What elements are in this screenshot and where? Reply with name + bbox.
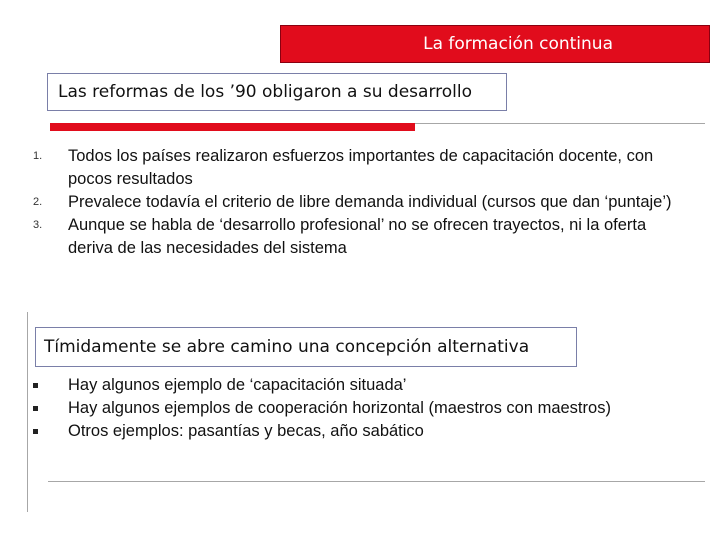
list-item-text: Prevalece todavía el criterio de libre demanda individual (cursos que dan ‘puntaje’) bbox=[68, 193, 672, 211]
list-item-text: Todos los países realizaron esfuerzos importantes de capacitación docente, con pocos resultados bbox=[68, 147, 654, 188]
list-item-text: Hay algunos ejemplo de ‘capacitación situada’ bbox=[68, 376, 407, 394]
list-item bbox=[33, 191, 683, 214]
slide-title: La formación continua bbox=[423, 34, 613, 54]
section1-list bbox=[33, 145, 683, 260]
list-number: 2. bbox=[33, 196, 43, 208]
list-item-text: Hay algunos ejemplos de cooperación horizontal (maestros con maestros) bbox=[68, 399, 611, 417]
divider-top bbox=[415, 123, 705, 124]
section2-heading-box bbox=[35, 327, 577, 367]
divider-bottom bbox=[48, 481, 705, 482]
list-item bbox=[33, 420, 683, 443]
list-item bbox=[33, 145, 683, 191]
divider-left bbox=[27, 312, 28, 512]
bullet-square-icon bbox=[33, 383, 38, 388]
bullet-square-icon bbox=[33, 429, 38, 434]
accent-bar bbox=[50, 123, 415, 131]
list-number: 3. bbox=[33, 219, 43, 231]
section2-heading: Tímidamente se abre camino una concepción alternativa bbox=[44, 337, 530, 357]
list-item-text: Aunque se habla de ‘desarrollo profesional’ no se ofrecen trayectos, ni la oferta deriva de las necesidades del sistema bbox=[68, 216, 647, 257]
list-item bbox=[33, 397, 683, 420]
list-number: 1. bbox=[33, 150, 43, 162]
list-item bbox=[33, 214, 683, 260]
list-item-text: Otros ejemplos: pasantías y becas, año sabático bbox=[68, 422, 424, 440]
section1-heading: Las reformas de los ’90 obligaron a su desarrollo bbox=[58, 82, 472, 102]
list-item bbox=[33, 374, 683, 397]
section2-list bbox=[33, 374, 683, 443]
section1-heading-box bbox=[47, 73, 507, 111]
slide-title-bar bbox=[280, 25, 710, 63]
bullet-square-icon bbox=[33, 406, 38, 411]
